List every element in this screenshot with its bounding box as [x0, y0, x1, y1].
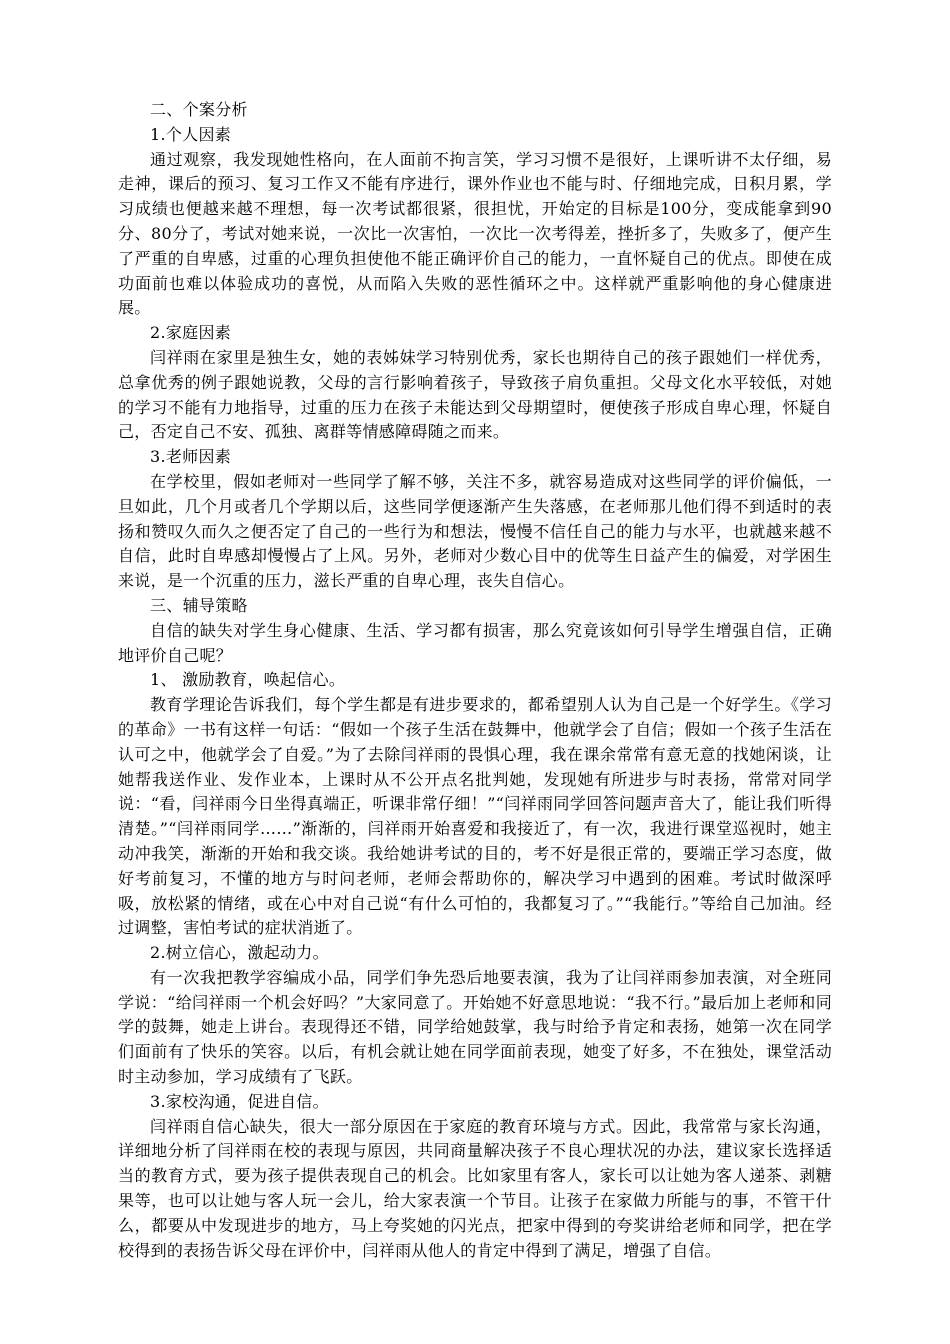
- section-heading-strategies: 三、辅导策略: [150, 595, 248, 615]
- paragraph-family-factors: 闫祥雨在家里是独生女，她的表姊妹学习特别优秀，家长也期待自己的孩子跟她们一样优秀，总拿优秀的例子跟她说教，父母的言行影响着孩子，导致孩子肩负重担。父母文化水平较低，对她的学习不能有力地指导，过重的压力在孩子未能达到父母期望时，便使孩子形成自卑心理，怀疑自己，否定自己不安、孤独、离群等情感障碍随之而来。: [118, 347, 832, 442]
- subheading-teacher-factors: 3.老师因素: [150, 447, 232, 467]
- paragraph-teacher-factors: 在学校里，假如老师对一些同学了解不够，关注不多，就容易造成对这些同学的评价偏低，一旦如此，几个月或者几个学期以后，这些同学便逐渐产生失落感，在老师那儿他们得不到适时的表扬和赞叹久而久之便否定了自己的一些行为和想法，慢慢不信任自己的能力与水平，也就越来越不自信，此时自卑感却慢慢占了上风。另外，老师对少数心目中的优等生日益产生的偏爱，对学困生来说，是一个沉重的压力，滋长严重的自卑心理，丧失自信心。: [118, 471, 832, 591]
- paragraph-build-confidence: 有一次我把教学容编成小品，同学们争先恐后地要表演，我为了让闫祥雨参加表演，对全班同学说：“给闫祥雨一个机会好吗？”大家同意了。开始她不好意思地说：“我不行。”最后加上老师和同学的鼓舞，她走上讲台。表现得还不错，同学给她鼓掌，我与时给予肯定和表扬，她第一次在同学们面前有了快乐的笑容。以后，有机会就让她在同学面前表现，她变了好多，不在独处，课堂活动时主动参加，学习成绩有了飞跃。: [118, 967, 832, 1087]
- subheading-family-factors: 2.家庭因素: [150, 323, 232, 343]
- paragraph-strategies-intro: 自信的缺失对学生身心健康、生活、学习都有损害，那么究竟该如何引导学生增强自信，正确地评价自己呢？: [118, 620, 832, 665]
- section-heading-case-analysis: 二、个案分析: [150, 100, 248, 119]
- subheading-motivation: 1、 激励教育，唤起信心。: [150, 670, 346, 690]
- subheading-build-confidence: 2.树立信心，激起动力。: [150, 943, 329, 963]
- subheading-personal-factors: 1.个人因素: [150, 124, 232, 144]
- subheading-home-school: 3.家校沟通，促进自信。: [150, 1091, 329, 1111]
- document-body: [118, 98, 832, 1263]
- paragraph-motivation: 教育学理论告诉我们，每个学生都是有进步要求的，都希望别人认为自己是一个好学生。《学习的革命》一书有这样一句话：“假如一个孩子生活在鼓舞中，他就学会了自信；假如一个孩子生活在认可之中，他就学会了自爱。”为了去除闫祥雨的畏惧心理，我在课余常常有意无意的找她闲谈，让她帮我送作业、发作业本，上课时从不公开点名批判她，发现她有所进步与时表扬，常常对同学说：“看，闫祥雨今日坐得真端正，听课非常仔细！”“闫祥雨同学回答问题声音大了，能让我们听得清楚。”“闫祥雨同学……”渐渐的，闫祥雨开始喜爱和我接近了，有一次，我进行课堂巡视时，她主动冲我笑，渐渐的开始和我交谈。我给她讲考试的目的，考不好是很正常的，要端正学习态度，做好考前复习，不懂的地方与时问老师，老师会帮助你的，解决学习中遇到的困难。考试时做深呼吸，放松紧的情绪，或在心中对自己说“有什么可怕的，我都复习了。”“我能行。”等给自己加油。经过调整，害怕考试的症状消逝了。: [118, 695, 832, 938]
- paragraph-home-school: 闫祥雨自信心缺失，很大一部分原因在于家庭的教育环境与方式。因此，我常常与家长沟通，详细地分析了闫祥雨在校的表现与原因，共同商量解决孩子不良心理状况的办法，建议家长选择适当的教育方式，要为孩子提供表现自己的机会。比如家里有客人，家长可以让她为客人递茶、剥糖果等，也可以让她与客人玩一会儿，给大家表演一个节目。让孩子在家做力所能与的事，不管干什么，都要从中发现进步的地方，马上夸奖她的闪光点，把家中得到的夸奖讲给老师和同学，把在学校得到的表扬告诉父母在评价中，闫祥雨从他人的肯定中得到了满足，增强了自信。: [118, 1116, 832, 1260]
- paragraph-personal-factors: 通过观察，我发现她性格向，在人面前不拘言笑，学习习惯不是很好，上课听讲不太仔细，易走神，课后的预习、复习工作又不能有序进行，课外作业也不能与时、仔细地完成，日积月累，学习成绩也便越来越不理想，每一次考试都很紧，很担忧，开始定的目标是100分，变成能拿到90分、80分了，考试对她来说，一次比一次害怕，一次比一次考得差，挫折多了，失败多了，便产生了严重的自卑感，过重的心理负担使他不能正确评价自己的能力，一直怀疑自己的优点。即使在成功面前也难以体验成功的喜悦，从而陷入失败的恶性循环之中。这样就严重影响他的身心健康进展。: [118, 149, 832, 318]
